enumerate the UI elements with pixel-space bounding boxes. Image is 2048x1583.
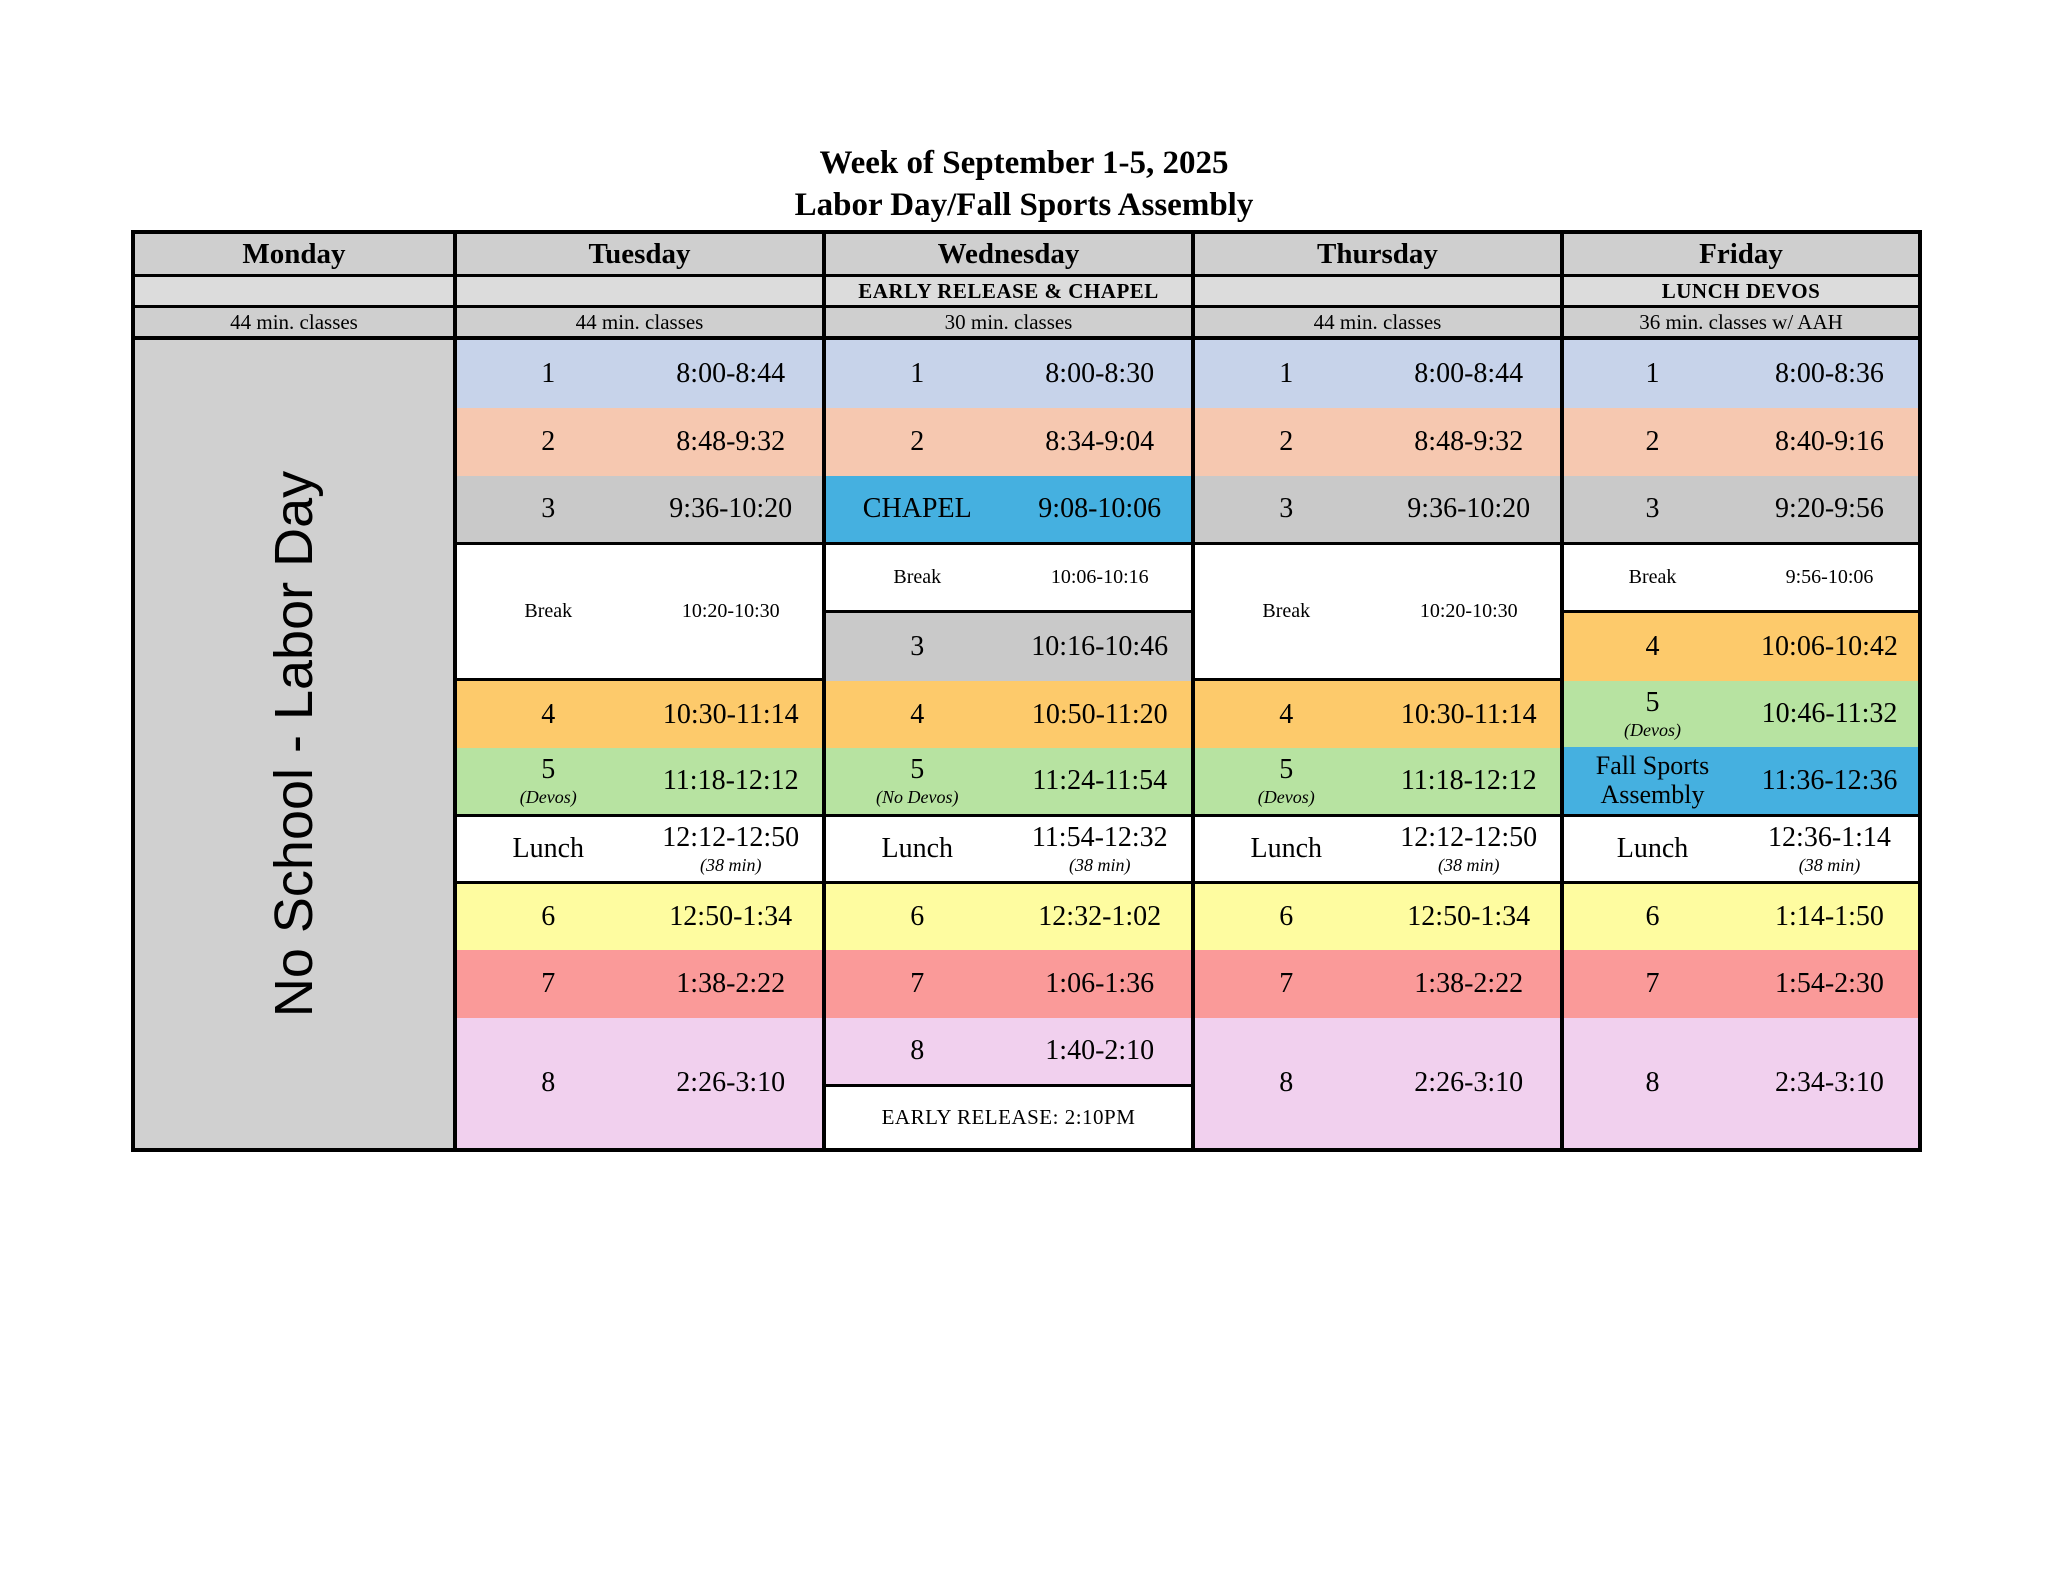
- period-time: 11:24-11:54: [1032, 765, 1168, 796]
- tuesday-period-3: [457, 476, 822, 542]
- lunch-duration: (38 min): [700, 855, 762, 875]
- period-number: 7: [541, 968, 556, 999]
- wednesday-lunch: [826, 817, 1191, 881]
- period-time: 11:18-12:12: [1400, 765, 1537, 796]
- period-number: 4: [1279, 698, 1294, 730]
- period-time: 10:46-11:32: [1761, 698, 1898, 729]
- devos-note: (No Devos): [876, 787, 959, 807]
- day-header-monday: Monday: [135, 234, 453, 274]
- period-number: 3: [1279, 493, 1294, 524]
- devos-note: (Devos): [1257, 787, 1315, 807]
- period-time: 12:50-1:34: [669, 901, 793, 932]
- period-number: 8: [910, 1035, 925, 1066]
- day-header-thursday: Thursday: [1195, 234, 1560, 274]
- wednesday-period-8: [826, 1018, 1191, 1084]
- monday-no-school: [135, 340, 453, 1148]
- break-label: Break: [524, 600, 573, 622]
- devos-note: (Devos): [519, 787, 577, 807]
- friday-break: [1564, 545, 1918, 610]
- period-time: 2:34-3:10: [1775, 1067, 1884, 1098]
- break-time: 10:20-10:30: [1419, 600, 1518, 622]
- column-divider: [1191, 234, 1195, 1148]
- period-time: 9:36-10:20: [1407, 493, 1531, 524]
- period-number: 4: [541, 698, 556, 730]
- period-time: 10:30-11:14: [1400, 698, 1537, 730]
- period-time: 8:48-9:32: [676, 426, 786, 457]
- period-number: 3: [910, 631, 925, 662]
- class-length-wednesday: 30 min. classes: [826, 308, 1191, 336]
- friday-period-4: [1564, 613, 1918, 681]
- thursday-period-6: [1195, 884, 1560, 950]
- lunch-time: 12:12-12:50 (38 min): [662, 822, 800, 875]
- class-length-monday: 44 min. classes: [135, 308, 453, 336]
- period-number: 1: [541, 358, 556, 389]
- tuesday-period-8: [457, 1018, 822, 1148]
- tuesday-period-4: [457, 681, 822, 748]
- devos-note: (Devos): [1624, 720, 1681, 740]
- break-time: 10:06-10:16: [1050, 566, 1149, 588]
- lunch-time: 12:12-12:50 (38 min): [1400, 822, 1538, 875]
- thursday-period-7: [1195, 950, 1560, 1018]
- thursday-lunch: [1195, 817, 1560, 881]
- tuesday-lunch: [457, 817, 822, 881]
- thursday-period-3: [1195, 476, 1560, 542]
- wednesday-break: [826, 545, 1191, 610]
- period-time: 8:00-8:36: [1775, 358, 1884, 389]
- wednesday-period-2: [826, 408, 1191, 476]
- period-time: 2:26-3:10: [1414, 1067, 1524, 1098]
- friday-fall-sports-assembly: [1564, 747, 1918, 814]
- break-label: Break: [893, 566, 942, 588]
- thursday-period-2: [1195, 408, 1560, 476]
- subheader-monday: [135, 277, 453, 305]
- period-time: 1:14-1:50: [1775, 901, 1884, 932]
- wednesday-period-6: [826, 884, 1191, 950]
- period-time: 8:48-9:32: [1414, 426, 1524, 457]
- tuesday-period-1: [457, 340, 822, 408]
- period-time: 8:00-8:44: [676, 358, 786, 389]
- lunch-duration: (38 min): [1798, 855, 1861, 875]
- period-number: 5 (Devos): [519, 754, 577, 807]
- period-number: 2: [1645, 426, 1660, 457]
- period-time: 12:32-1:02: [1038, 901, 1162, 932]
- subheader-thursday: [1195, 277, 1560, 305]
- wednesday-period-7: [826, 950, 1191, 1018]
- wednesday-period-4: [826, 681, 1191, 748]
- period-time: 9:20-9:56: [1775, 493, 1884, 524]
- tuesday-period-5: [457, 748, 822, 814]
- period-number: 2: [1279, 426, 1294, 457]
- period-time: 10:16-10:46: [1031, 631, 1169, 662]
- period-number: 7: [910, 968, 925, 999]
- period-time: 9:08-10:06: [1038, 493, 1162, 524]
- period-time: 2:26-3:10: [676, 1067, 786, 1098]
- period-number: 8: [1645, 1067, 1660, 1098]
- class-length-tuesday: 44 min. classes: [457, 308, 822, 336]
- subheader-friday: LUNCH DEVOS: [1564, 277, 1918, 305]
- monday-note: No School - Labor Day: [264, 470, 324, 1018]
- chapel-label: CHAPEL: [862, 493, 972, 524]
- period-number: 2: [541, 426, 556, 457]
- period-number: 1: [910, 358, 925, 389]
- lunch-duration: (38 min): [1069, 855, 1131, 875]
- period-number: 1: [1645, 358, 1660, 389]
- friday-period-5: [1564, 681, 1918, 747]
- period-number: 7: [1279, 968, 1294, 999]
- friday-period-8: [1564, 1018, 1918, 1148]
- friday-lunch: [1564, 817, 1918, 881]
- period-time: 8:00-8:30: [1045, 358, 1155, 389]
- period-number: 7: [1645, 968, 1660, 999]
- period-number: 6: [1645, 901, 1660, 932]
- period-number: 5 (Devos): [1257, 754, 1315, 807]
- lunch-label: Lunch: [1616, 833, 1689, 864]
- period-time: 1:38-2:22: [676, 968, 786, 999]
- tuesday-break: [457, 545, 822, 678]
- day-header-friday: Friday: [1564, 234, 1918, 274]
- period-number: 5 (No Devos): [876, 754, 959, 807]
- class-length-thursday: 44 min. classes: [1195, 308, 1560, 336]
- column-divider: [1560, 234, 1564, 1148]
- period-number: 3: [541, 493, 556, 524]
- wednesday-period-5: [826, 748, 1191, 814]
- column-divider: [453, 234, 457, 1148]
- period-number: 8: [1279, 1067, 1294, 1098]
- schedule-subtitle: Labor Day/Fall Sports Assembly: [794, 187, 1254, 223]
- period-number: 4: [910, 698, 925, 730]
- period-time: 1:40-2:10: [1045, 1035, 1155, 1066]
- friday-period-6: [1564, 884, 1918, 950]
- period-time: 11:18-12:12: [662, 765, 799, 796]
- period-number: 2: [910, 426, 925, 457]
- friday-period-2: [1564, 408, 1918, 476]
- lunch-label: Lunch: [1250, 833, 1323, 864]
- wednesday-early-release: EARLY RELEASE: 2:10PM: [826, 1087, 1191, 1148]
- tuesday-period-7: [457, 950, 822, 1018]
- period-time: 10:30-11:14: [662, 698, 799, 730]
- break-time: 10:20-10:30: [681, 600, 780, 622]
- lunch-time: 12:36-1:14 (38 min): [1768, 822, 1891, 875]
- day-header-tuesday: Tuesday: [457, 234, 822, 274]
- period-time: 10:50-11:20: [1031, 698, 1168, 730]
- wednesday-period-1: [826, 340, 1191, 408]
- period-time: 8:40-9:16: [1775, 426, 1884, 457]
- period-time: 8:34-9:04: [1045, 426, 1155, 457]
- schedule-title: Week of September 1-5, 2025: [819, 145, 1229, 181]
- break-label: Break: [1262, 600, 1311, 622]
- lunch-label: Lunch: [512, 833, 585, 864]
- period-time: 12:50-1:34: [1407, 901, 1531, 932]
- assembly-label: Fall Sports Assembly: [1595, 750, 1710, 809]
- thursday-period-8: [1195, 1018, 1560, 1148]
- wednesday-chapel: [826, 476, 1191, 542]
- period-time: 1:38-2:22: [1414, 968, 1524, 999]
- period-time: 1:54-2:30: [1775, 968, 1884, 999]
- lunch-time: 11:54-12:32 (38 min): [1031, 822, 1168, 875]
- day-header-wednesday: Wednesday: [826, 234, 1191, 274]
- class-length-friday: 36 min. classes w/ AAH: [1564, 308, 1918, 336]
- period-number: 8: [541, 1067, 556, 1098]
- period-time: 9:36-10:20: [669, 493, 793, 524]
- friday-period-3: [1564, 476, 1918, 542]
- period-number: 1: [1279, 358, 1294, 389]
- lunch-duration: (38 min): [1438, 855, 1500, 875]
- thursday-period-1: [1195, 340, 1560, 408]
- wednesday-period-3: [826, 613, 1191, 681]
- period-number: 6: [1279, 901, 1294, 932]
- period-time: 10:06-10:42: [1761, 631, 1898, 662]
- column-divider: [822, 234, 826, 1148]
- lunch-label: Lunch: [881, 833, 954, 864]
- subheader-wednesday: EARLY RELEASE & CHAPEL: [826, 277, 1191, 305]
- subheader-tuesday: [457, 277, 822, 305]
- period-number: 3: [1645, 493, 1660, 524]
- period-time: 8:00-8:44: [1414, 358, 1524, 389]
- thursday-period-5: [1195, 748, 1560, 814]
- friday-period-1: [1564, 340, 1918, 408]
- tuesday-period-6: [457, 884, 822, 950]
- thursday-period-4: [1195, 681, 1560, 748]
- schedule-table: [131, 230, 1922, 1152]
- period-number: 5 (Devos): [1624, 687, 1681, 740]
- period-number: 6: [910, 901, 925, 932]
- period-time: 1:06-1:36: [1045, 968, 1155, 999]
- break-time: 9:56-10:06: [1785, 566, 1874, 588]
- thursday-break: [1195, 545, 1560, 678]
- tuesday-period-2: [457, 408, 822, 476]
- break-label: Break: [1628, 566, 1677, 588]
- period-number: 6: [541, 901, 556, 932]
- period-time: 11:36-12:36: [1761, 764, 1898, 796]
- friday-period-7: [1564, 950, 1918, 1018]
- period-number: 4: [1645, 631, 1660, 662]
